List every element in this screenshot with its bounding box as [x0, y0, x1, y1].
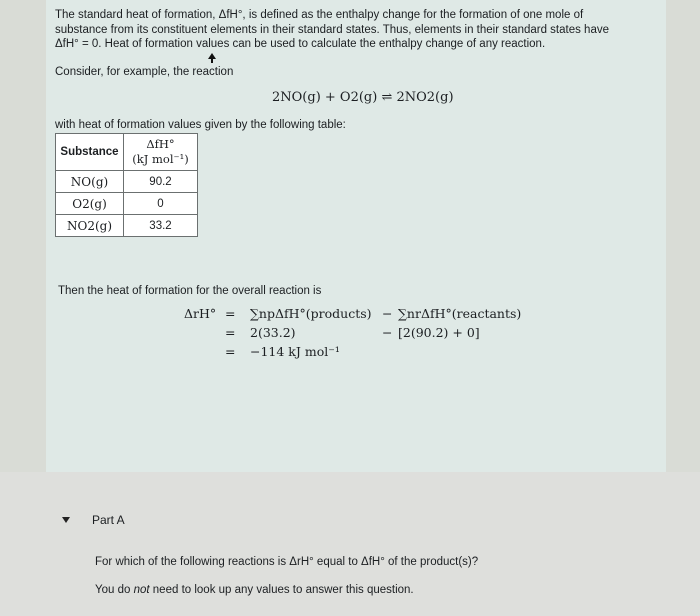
intro-line-3: ΔfH° = 0. Heat of formation values can be used to calculate the enthalpy change of any reaction. [55, 38, 546, 50]
calc-minus: − [382, 325, 393, 340]
calc-lhs: ΔrH° [184, 306, 217, 321]
note-emphasis: not [133, 584, 150, 596]
value-cell: 0 [124, 193, 198, 215]
consider-text: Consider, for example, the reaction [55, 66, 234, 78]
heat-of-formation-table [55, 133, 198, 237]
table-header-row [56, 134, 198, 171]
calc-reactants-value: [2(90.2) + 0] [398, 325, 480, 340]
value-cell: 90.2 [124, 171, 198, 193]
overall-reaction-text: Then the heat of formation for the overall reaction is [58, 285, 322, 297]
note-suffix: need to look up any values to answer this question. [149, 584, 414, 596]
part-a-toggle[interactable] [62, 513, 125, 527]
table-row [56, 171, 198, 193]
header-value [124, 134, 198, 171]
header-substance: Substance [56, 134, 124, 171]
calc-equals: = [225, 325, 236, 340]
table-intro-text: with heat of formation values given by the following table: [55, 119, 346, 131]
value-cell: 33.2 [124, 215, 198, 237]
part-a-question: For which of the following reactions is ΔrH° equal to ΔfH° of the product(s)? [95, 556, 479, 568]
note-prefix: You do [95, 584, 134, 596]
calc-result: −114 kJ mol⁻¹ [250, 344, 340, 359]
table-row [56, 215, 198, 237]
part-a-note [95, 584, 414, 596]
substance-cell: NO2(g) [56, 215, 124, 237]
substance-cell: NO(g) [56, 171, 124, 193]
calc-equals: = [225, 306, 236, 321]
reaction-equation: 2NO(g) + O2(g) ⇌ 2NO2(g) [272, 90, 454, 105]
calc-products-value: 2(33.2) [250, 325, 296, 340]
calc-products-term: ∑npΔfH°(products) [250, 306, 372, 321]
substance-cell: O2(g) [56, 193, 124, 215]
calc-minus: − [382, 306, 393, 321]
calc-equals: = [225, 344, 236, 359]
calc-reactants-term: ∑nrΔfH°(reactants) [398, 306, 522, 321]
header-value-line2: (kJ mol⁻¹) [132, 152, 189, 166]
caret-down-icon [62, 517, 70, 523]
intro-line-1: The standard heat of formation, ΔfH°, is defined as the enthalpy change for the formation of one mole of [55, 9, 584, 21]
intro-line-2: substance from its constituent elements in their standard states. Thus, elements in their standard states have [55, 23, 609, 36]
header-value-line1: ΔfH° [146, 137, 175, 151]
intro-paragraph [55, 8, 625, 52]
table-row [56, 193, 198, 215]
part-a-label: Part A [92, 513, 125, 527]
